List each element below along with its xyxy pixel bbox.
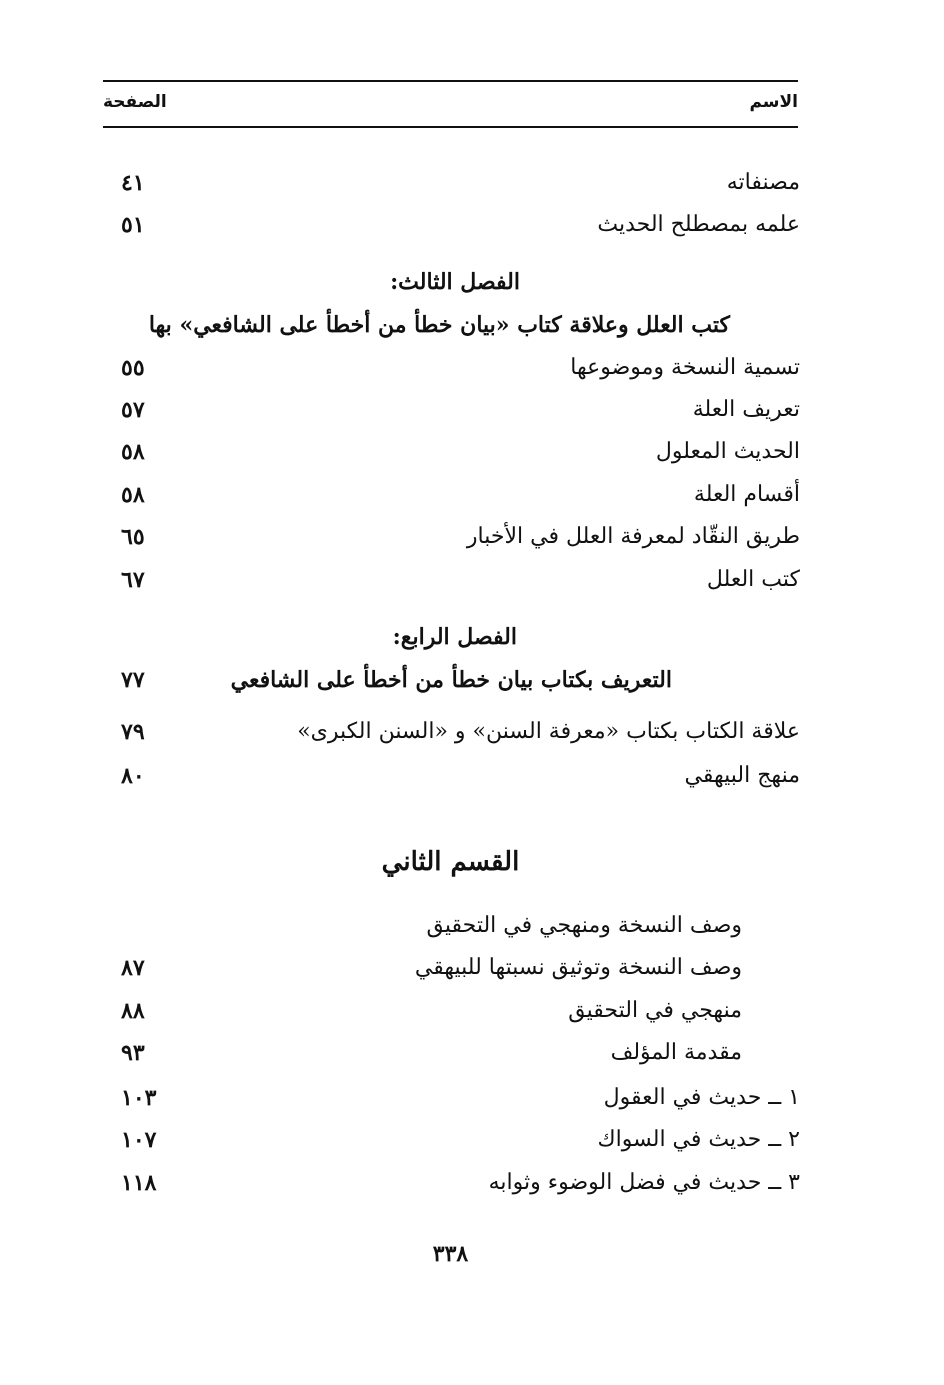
toc-entry-page: ٧٩ <box>121 719 145 745</box>
toc-entry-page: ٥١ <box>121 212 145 238</box>
toc-entry-label: تسمية النسخة وموضوعها <box>570 355 800 380</box>
toc-entry-label: ١ ــ حديث في العقول <box>603 1085 800 1110</box>
toc-entry <box>103 991 800 1031</box>
toc-entry-page: ٦٧ <box>121 567 145 593</box>
toc-entry-label: طريق النقّاد لمعرفة العلل في الأخبار <box>466 524 800 549</box>
column-header-name: الاسم <box>749 92 798 112</box>
toc-entry <box>103 560 800 600</box>
toc-entry-page: ١٠٣ <box>121 1085 157 1111</box>
toc-entry-label: مقدمة المؤلف <box>610 1040 742 1065</box>
toc-entry <box>103 1120 800 1160</box>
toc-entry <box>103 163 800 203</box>
toc-entry-page: ٤١ <box>121 170 145 196</box>
part-2-title: القسم الثاني <box>381 847 520 877</box>
toc-entry-page: ٥٨ <box>121 439 145 465</box>
column-header-page: الصفحة <box>103 92 167 112</box>
toc-entry-label: مصنفاته <box>726 170 800 195</box>
toc-entry <box>103 712 800 752</box>
toc-entry-page: ٨٧ <box>121 955 145 981</box>
toc-entry <box>103 348 800 388</box>
toc-entry <box>103 517 800 557</box>
toc-entry-page: ٩٣ <box>121 1040 145 1066</box>
toc-entry <box>103 205 800 245</box>
toc-entry-page: ٥٧ <box>121 397 145 423</box>
toc-entry-label: تعريف العلة <box>692 397 800 422</box>
toc-entry <box>103 1078 800 1118</box>
toc-entry-label: كتب العلل <box>706 567 800 592</box>
toc-entry <box>103 390 800 430</box>
toc-entry-page: ٧٧ <box>121 667 145 693</box>
toc-entry <box>103 756 800 796</box>
toc-entry-page: ٨٠ <box>121 763 145 789</box>
toc-entry-label: الحديث المعلول <box>655 439 800 464</box>
toc-entry-label: وصف النسخة ومنهجي في التحقيق <box>426 913 742 938</box>
chapter-4-title: التعريف بكتاب بيان خطأ من أخطأ على الشافعي <box>230 667 672 693</box>
toc-entry-label: منهجي في التحقيق <box>568 998 742 1023</box>
toc-entry <box>103 1033 800 1073</box>
toc-entry-label: علاقة الكتاب بكتاب «معرفة السنن» و «السنن الكبرى» <box>297 719 800 744</box>
toc-entry <box>103 948 800 988</box>
chapter-4-heading: الفصل الرابع: <box>392 624 517 650</box>
toc-entry-label: ٣ ــ حديث في فضل الوضوء وثوابه <box>488 1170 800 1195</box>
toc-entry-page: ٦٥ <box>121 524 145 550</box>
toc-entry-label: منهج البيهقي <box>684 763 800 788</box>
toc-entry-label: وصف النسخة وتوثيق نسبتها للبيهقي <box>414 955 742 980</box>
chapter-4-title-row <box>103 660 800 700</box>
toc-entry-page: ٨٨ <box>121 998 145 1024</box>
toc-entry-page: ٥٨ <box>121 482 145 508</box>
chapter-3-heading: الفصل الثالث: <box>390 269 520 295</box>
toc-entry-label: أقسام العلة <box>693 482 800 507</box>
page-number: ٣٣٨ <box>432 1241 469 1267</box>
header-bottom-rule <box>103 126 798 128</box>
toc-entry <box>103 475 800 515</box>
toc-entry-label: علمه بمصطلح الحديث <box>597 212 800 237</box>
toc-entry <box>103 906 800 946</box>
toc-entry-page: ٥٥ <box>121 355 145 381</box>
toc-entry-page: ١٠٧ <box>121 1127 157 1153</box>
chapter-3-title: كتب العلل وعلاقة كتاب «بيان خطأ من أخطأ على الشافعي» بها <box>148 312 730 338</box>
toc-entry-page: ١١٨ <box>121 1170 157 1196</box>
toc-entry <box>103 1163 800 1203</box>
toc-entry <box>103 432 800 472</box>
header-top-rule <box>103 80 798 82</box>
toc-entry-label: ٢ ــ حديث في السواك <box>597 1127 800 1152</box>
